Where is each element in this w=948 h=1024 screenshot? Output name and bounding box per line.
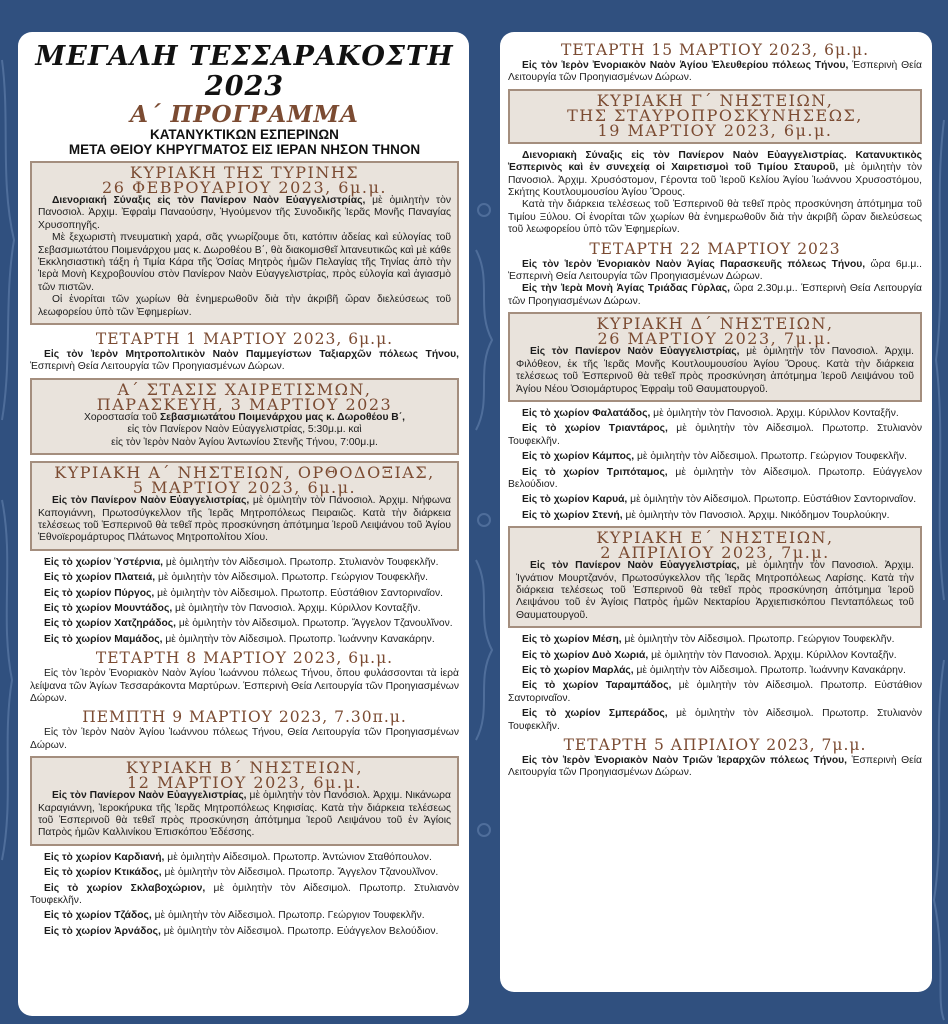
page-title: ΜΕΓΑΛΗ ΤΕΣΣΑΡΑΚΟΣΤΗ 2023: [35, 41, 454, 102]
list-item: Εἰς τὸ χωρίον Σμπεράδος, μὲ ὁμιλητὴν τὸν Αἰδεσιμολ. Πρωτοπρ. Στυλιανὸν Τουφεκλῆν.: [508, 708, 922, 732]
sunday-3-box: [508, 89, 922, 144]
list-item: Εἰς τὸ χωρίον Τζάδος, μὲ ὁμιλητὴν τὸν Αἰδεσιμολ. Πρωτοπρ. Γεώργιον Τουφεκλῆν.: [44, 910, 425, 922]
sunday-1-box: [30, 461, 459, 551]
header-line-1: ΚΑΤΑΝΥΚΤΙΚΩΝ ΕΣΠΕΡΙΝΩΝ: [150, 127, 339, 142]
heading-wed-22-march: ΤΕΤΑΡΤΗ 22 ΜΑΡΤΙΟΥ 2023: [589, 239, 841, 258]
box-title: ΚΥΡΙΑΚΗ Α΄ ΝΗΣΤΕΙΩΝ, ΟΡΘΟΔΟΞΙΑΣ,: [54, 463, 435, 483]
villages-list-1: [30, 557, 459, 646]
box-date: 2 ΑΠΡΙΛΙΟΥ 2023, 7μ.μ.: [600, 543, 830, 563]
event-text: εἰς τὸν Πανίερον Ναὸν Εὐαγγελιστρίας, 5:30μ.μ. καὶ: [127, 424, 362, 436]
list-item: Εἰς τὸ χωρίον Πύργος, μὲ ὁμιλητὴν τὸν Αἰδεσιμολ. Πρωτοπρ. Εὐστάθιον Σαντοριναῖον.: [44, 587, 444, 599]
villages-list-2: [30, 852, 459, 938]
event-text: Διενοριακή Σύναξις εἰς τὸν Πανίερον Ναὸν Εὐαγγελιστρίας, μὲ ὁμιλητὴν τὸν Πανοσιολ. Ἀρχιμ. Ἐφραὶμ Παναούσην, Ἡγούμενον τῆς Συνοδικῆς Ἱερᾶς Μονῆς Παναγίας Χρυσοπηγῆς.: [38, 195, 451, 231]
event-text: Εἰς τὴν Ἱερὰ Μονὴ Ἁγίας Τριάδας Γύρλας, ὥρα 2.30μ.μ.. Ἑσπερινὴ Θεία Λειτουργία τῶν Προηγιασμένων Δώρων.: [508, 283, 923, 307]
box-title: ΚΥΡΙΑΚΗ Β΄ ΝΗΣΤΕΙΩΝ,: [125, 758, 364, 778]
list-item: Εἰς τὸ χωρίον Πλατειά, μὲ ὁμιλητὴν τὸν Αἰδεσιμολ. Πρωτοπρ. Γεώργιον Τουφεκλῆν.: [44, 572, 429, 584]
event-note: Μὲ ξεχωριστὴ πνευματικὴ χαρά, σᾶς γνωρίζουμε ὅτι, κατόπιν ἀδείας καὶ εὐλογίας τοῦ Σεβασμιωτάτου Ποιμενάρχου μας κ. Δωροθέου Β΄, θὰ διακομισθεῖ λιτανευτικῶς καὶ μὲ κάθε Ἐκκλησιαστικὴ τάξη ἡ Τιμία Κάρα τῆς Ὁσίας Μητρὸς ἡμῶν Πελαγίας τῆς Τηνίας ἀπὸ τὴν Ἱερὰ Μονὴ Κεχροβουνίου στὸν Πανίερον Ναὸν Εὐαγγελιστρίας, πρὸς εὐλογία καὶ ἁγιασμὸ τῶν πιστῶν.: [38, 232, 451, 293]
box-date: ΠΑΡΑΣΚΕΥΗ, 3 ΜΑΡΤΙΟΥ 2023: [96, 394, 393, 414]
event-text: Εἰς τὸν Πανίερον Ναὸν Εὐαγγελιστρίας, μὲ ὁμιλητὴν τὸν Πανοσιολ. Ἀρχιμ. Νικάνωρα Καραγιάννη, Ἱεροκήρυκα τῆς Ἱερᾶς Μητροπόλεως Κηφισίας. Κατὰ τὴν διάρκεια τελέσεως τοῦ Ἑσπερινοῦ θὰ τεθεῖ πρὸς προσκύνηση ἀπότμημα Ἱεροῦ Λειψάνου τοῦ ἐν Ἁγίοις Πατρὸς ἡμῶν Καλλινίκου Ἐπισκόπου Ἐδέσσης.: [38, 790, 451, 839]
list-item: Εἰς τὸ χωρίον Καρδιανή, μὲ ὁμιλητὴν Αἰδεσιμολ. Πρωτοπρ. Ἀντώνιον Σταθόπουλον.: [44, 851, 432, 863]
list-item: Εἰς τὸ χωρίον Δυὸ Χωριά, μὲ ὁμιλητὴν τὸν Πανοσιολ. Ἀρχιμ. Κύριλλον Κονταξῆν.: [522, 649, 897, 661]
event-text: Εἰς τὸν Πανίερον Ναὸν Εὐαγγελιστρίας, μὲ ὁμιλητὴν τὸν Πανοσιολ. Ἀρχιμ. Νήφωνα Καπογιάννη, Πρωτοσύγκελλον τῆς Ἱερᾶς Μητροπόλεως Πειραιῶς. Κατὰ τὴν διάρκεια τελέσεως τοῦ Ἑσπερινοῦ θὰ τεθεῖ πρὸς προσκύνηση ἀπότμημα Ἱεροῦ Λειψάνου τοῦ Ἁγίου Ἐθνοϊερομάρτυρος Πλάτωνος Μητροπολίτου Χίου.: [38, 495, 451, 544]
event-text: Διενοριακὴ Σύναξις εἰς τὸν Πανίερον Ναὸν Εὐαγγελιστρίας. Κατανυκτικὸς Ἑσπερινὸς καὶ ἐν συνεχείᾳ οἱ Χαιρετισμοὶ τοῦ Τιμίου Σταυροῦ, μὲ ὁμιλητὴν τὸν Πανοσιολ. Ἀρχιμ. Χρυσόστομον, Γέροντα τοῦ Ἱεροῦ Κελίου Ἁγίου Ἰωάννου Χρυσοστόμου, Σκήτης Κουτλουμουσίου Ἁγίου Ὄρους.: [508, 149, 922, 199]
box-date: 5 ΜΑΡΤΙΟΥ 2023, 6μ.μ.: [132, 478, 357, 498]
list-item: Εἰς τὸ χωρίον Φαλατάδος, μὲ ὁμιλητὴν τὸν Πανοσιολ. Ἀρχιμ. Κύριλλον Κονταξῆν.: [522, 407, 899, 419]
box-date: 19 ΜΑΡΤΙΟΥ 2023, 6μ.μ.: [597, 120, 833, 140]
sunday-4-box: [508, 312, 922, 402]
sunday-tyrini-box: [30, 161, 459, 325]
event-text: Εἰς τὸν Πανίερον Ναὸν Εὐαγγελιστρίας, μὲ ὁμιλητὴν τὸν Πανοσιολ. Ἀρχιμ. Ἰγνάτιον Μουρτζανόν, Πρωτοσύγκελλον τῆς Ἱερᾶς Μητροπόλεως Λαρίσης. Κατὰ τὴν διάρκεια τελέσεως τοῦ Ἑσπερινοῦ θὰ τεθεῖ πρὸς προσκύνηση ἀπότμημα Ἱεροῦ Λειψάνου τοῦ ἐν Ἁγίοις Πατρὸς ἡμῶν Νεκταρίου Ἀρχιεπισκόπου Πενταπόλεως τοῦ Θαυματουργοῦ.: [516, 560, 914, 621]
box-date: 12 ΜΑΡΤΙΟΥ 2023, 6μ.μ.: [127, 773, 362, 793]
box-subtitle: ΤΗΣ ΣΤΑΥΡΟΠΡΟΣΚΥΝΗΣΕΩΣ,: [567, 105, 863, 125]
heading-wed-1-march: ΤΕΤΑΡΤΗ 1 ΜΑΡΤΙΟΥ 2023, 6μ.μ.: [95, 330, 394, 349]
event-text: Εἰς τὸν Ἱερὸν Ἐνοριακὸν Ναὸν Ἁγίου Ἐλευθερίου πόλεως Τήνου, Ἑσπερινὴ Θεία Λειτουργία τῶν Προηγιασμένων Δώρων.: [508, 60, 922, 84]
box-title: Α΄ ΣΤΑΣΙΣ ΧΑΙΡΕΤΙΣΜΩΝ,: [117, 379, 372, 399]
box-date: 26 ΦΕΒΡΟΥΑΡΙΟΥ 2023, 6μ.μ.: [102, 178, 387, 197]
heading-wed-15-march: ΤΕΤΑΡΤΗ 15 ΜΑΡΤΙΟΥ 2023, 6μ.μ.: [560, 41, 870, 59]
villages-list-5: [508, 634, 922, 733]
list-item: Εἰς τὸ χωρίον Μουντάδος, μὲ ὁμιλητὴν τὸν Πανοσιολ. Ἀρχιμ. Κύριλλον Κονταξῆν.: [44, 602, 421, 614]
list-item: Εἰς τὸ χωρίον Χατζηράδος, μὲ ὁμιλητὴν τὸν Αἰδεσιμολ. Πρωτοπρ. Ἄγγελον Τζανουλῖνον.: [44, 618, 453, 630]
event-text: Εἰς τὸν Πανίερον Ναὸν Εὐαγγελιστρίας, μὲ ὁμιλητὴν τὸν Πανοσιολ. Ἀρχιμ. Φιλόθεον, ἐκ τῆς Ἱερᾶς Μονῆς Κουτλουμουσίου Ἁγίου Ὄρους. Κατὰ τὴν διάρκεια τελέσεως τοῦ Ἑσπερινοῦ θὰ τεθεῖ πρὸς προσκύνηση ἀπότμημα Ἱεροῦ Λειψάνου τοῦ Ἁγίου Νέου Ὁσιομάρτυρος Ἐφραὶμ τοῦ Θαυματουργοῦ.: [516, 346, 914, 395]
box-title: ΚΥΡΙΑΚΗ Ε΄ ΝΗΣΤΕΙΩΝ,: [596, 528, 834, 548]
box-title: ΚΥΡΙΑΚΗ Γ΄ ΝΗΣΤΕΙΩΝ,: [596, 90, 834, 110]
stasis-a-box: [30, 378, 459, 455]
list-item: Εἰς τὸ χωρίον Στενή, μὲ ὁμιλητὴν τὸν Πανοσιολ. Ἀρχιμ. Νικόδημον Τουρλούκην.: [522, 509, 890, 521]
heading-wed-5-april: ΤΕΤΑΡΤΗ 5 ΑΠΡΙΛΙΟΥ 2023, 7μ.μ.: [563, 736, 867, 755]
list-item: Εἰς τὸ χωρίον Ἀρνάδος, μὲ ὁμιλητὴν τὸν Αἰδεσιμολ. Πρωτοπρ. Εὐάγγελον Βελούδιον.: [44, 925, 439, 937]
header-line-2: ΜΕΤΑ ΘΕΙΟΥ ΚΗΡΥΓΜΑΤΟΣ ΕΙΣ ΙΕΡΑΝ ΝΗΣΟΝ ΤΗΝΟΝ: [68, 142, 421, 157]
program-subtitle: Α΄ ΠΡΟΓΡΑΜΜΑ: [130, 101, 359, 128]
list-item: Εἰς τὸ χωρίον Ταραμπάδος, μὲ ὁμιλητὴν τὸν Αἰδεσιμολ. Πρωτοπρ. Εὐστάθιον Σαντοριναῖον.: [508, 680, 922, 704]
box-title: ΚΥΡΙΑΚΗ Δ΄ ΝΗΣΤΕΙΩΝ,: [596, 314, 834, 334]
list-item: Εἰς τὸ χωρίον Κάμπος, μὲ ὁμιλητὴν τὸν Αἰδεσιμολ. Πρωτοπρ. Γεώργιον Τουφεκλῆν.: [522, 451, 908, 463]
box-date: 26 ΜΑΡΤΙΟΥ 2023, 7μ.μ.: [597, 329, 833, 349]
event-text: Εἰς τὸν Ἱερὸν Ἐνοριακὸν Ναὸν Ἁγίου Ἰωάννου πόλεως Τήνου, ὅπου φυλάσσονται τὰ ἱερὰ λείψανα τῶν Ἁγίων Τεσσαράκοντα Μαρτύρων. Ἑσπερινὴ Θεία Λειτουργία τῶν Προηγιασμένων Δώρων.: [30, 668, 459, 704]
list-item: Εἰς τὸ χωρίον Κτικάδος, μὲ ὁμιλητὴν τὸν Αἰδεσιμολ. Πρωτοπρ. Ἄγγελον Τζανουλῖνον.: [44, 867, 439, 879]
heading-wed-8-march: ΤΕΤΑΡΤΗ 8 ΜΑΡΤΙΟΥ 2023, 6μ.μ.: [95, 649, 394, 668]
event-text: Εἰς τὸν Ἱερὸν Ναὸν Ἁγίου Ἰωάννου πόλεως Τήνου, Θεία Λειτουργία τῶν Προηγιασμένων Δώρων.: [30, 727, 459, 751]
sunday-2-box: [30, 756, 459, 846]
list-item: Εἰς τὸ χωρίον Μέση, μὲ ὁμιλητὴν τὸν Αἰδεσιμολ. Πρωτοπρ. Γεώργιον Τουφεκλῆν.: [522, 634, 895, 646]
list-item: Εἰς τὸ χωρίον Τριπόταμος, μὲ ὁμιλητὴν τὸν Αἰδεσιμολ. Πρωτοπρ. Εὐάγγελον Βελούδιον.: [508, 466, 923, 490]
list-item: Εἰς τὸ χωρίον Σκλαβοχώριον, μὲ ὁμιλητὴν τὸν Αἰδεσιμολ. Πρωτοπρ. Στυλιανὸν Τουφεκλῆν.: [30, 882, 459, 907]
event-text: Χοροστασία τοῦ Σεβασμιωτάτου Ποιμενάρχου μας κ. Δωροθέου Β΄,: [83, 411, 406, 423]
header: [30, 42, 459, 157]
event-note: Οἱ ἐνορίται τῶν χωρίων θὰ ἐνημερωθοῦν διὰ τὴν ἀκριβῆ ὥραν διελεύσεως τοῦ λεωφορείου ὑπὸ τῶν Ἐφημερίων.: [38, 294, 451, 318]
box-title: ΚΥΡΙΑΚΗ ΤΗΣ ΤΥΡΙΝΗΣ: [129, 163, 360, 182]
event-text: Εἰς τὸν Ἱερὸν Ἐνοριακὸν Ναὸν Τριῶν Ἱεραρχῶν πόλεως Τήνου, Ἑσπερινὴ Θεία Λειτουργία τῶν Προηγιασμένων Δώρων.: [508, 755, 922, 779]
list-item: Εἰς τὸ χωρίον Τριαντάρος, μὲ ὁμιλητὴν τὸν Αἰδεσιμολ. Πρωτοπρ. Στυλιανὸν Τουφεκλῆν.: [508, 423, 922, 447]
event-text: Εἰς τὸν Ἱερὸν Μητροπολιτικὸν Ναὸν Παμμεγίστων Ταξιαρχῶν πόλεως Τήνου, Ἑσπερινὴ Θεία Λειτουργία τῶν Προηγιασμένων Δώρων.: [30, 349, 459, 373]
event-note: Κατὰ τὴν διάρκεια τελέσεως τοῦ Ἑσπερινοῦ θὰ τεθεῖ πρὸς προσκύνηση ἀπότμημα τοῦ Τιμίου Ξύλου. Οἱ ἐνορίται τῶν χωρίων θὰ ἐνημερωθοῦν διὰ τὴν ἀκριβῆ ὥραν διελεύσεως τοῦ λεωφορείου ὑπὸ τῶν Ἐφημερίων.: [508, 199, 922, 236]
list-item: Εἰς τὸ χωρίον Μαμάδος, μὲ ὁμιλητὴν τὸν Αἰδεσιμολ. Πρωτοπρ. Ἰωάννην Κανακάρην.: [44, 633, 435, 645]
event-text: εἰς τὸν Ἱερὸν Ναὸν Ἁγίου Ἀντωνίου Στενῆς Τήνου, 7:00μ.μ.: [111, 436, 378, 448]
left-program-panel: [18, 32, 469, 1016]
event-text: Εἰς τὸν Ἱερὸν Ἐνοριακὸν Ναὸν Ἁγίας Παρασκευῆς πόλεως Τήνου, ὥρα 6μ.μ.. Ἑσπερινὴ Θεία Λειτουργία τῶν Προηγιασμένων Δώρων.: [508, 258, 922, 283]
sunday-5-box: [508, 526, 922, 628]
right-program-panel: [500, 32, 932, 992]
heading-thu-9-march: ΠΕΜΠΤΗ 9 ΜΑΡΤΙΟΥ 2023, 7.30π.μ.: [82, 708, 407, 727]
villages-list-4: [508, 408, 922, 522]
list-item: Εἰς τὸ χωρίον Μαρλάς, μὲ ὁμιλητὴν τὸν Αἰδεσιμολ. Πρωτοπρ. Ἰωάννην Κανακάρην.: [522, 665, 906, 676]
list-item: Εἰς τὸ χωρίον Καρυά, μὲ ὁμιλητὴν τὸν Αἰδεσιμολ. Πρωτοπρ. Εὐστάθιον Σαντοριναῖον.: [522, 494, 917, 506]
list-item: Εἰς τὸ χωρίον Ὑστέρνια, μὲ ὁμιλητὴν τὸν Αἰδεσιμολ. Πρωτοπρ. Στυλιανὸν Τουφεκλῆν.: [44, 556, 439, 568]
